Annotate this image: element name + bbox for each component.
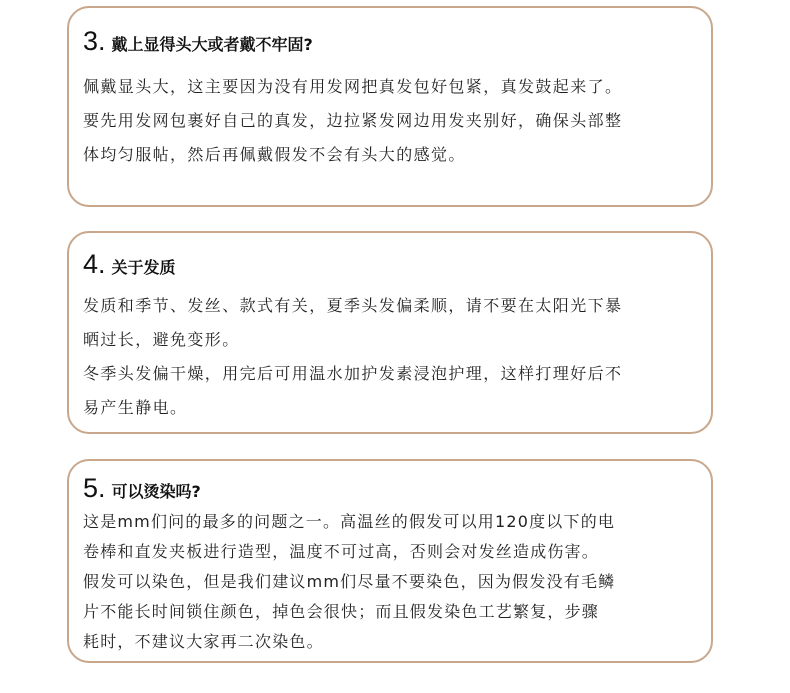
faq-answer (83, 289, 697, 425)
faq-answer-line: 冬季头发偏干燥，用完后可用温水加护发素浸泡护理，这样打理好后不 (83, 364, 623, 383)
faq-answer-line: 体均匀服帖，然后再佩戴假发不会有头大的感觉。 (83, 145, 466, 164)
faq-answer-line: 要先用发网包裹好自己的真发，边拉紧发网边用发夹别好，确保头部整 (83, 111, 623, 130)
faq-heading (83, 473, 697, 507)
faq-card-perm-dye (67, 459, 713, 663)
faq-answer-line: 晒过长，避免变形。 (83, 330, 240, 349)
faq-heading (83, 26, 697, 60)
faq-answer-line: 片不能长时间锁住颜色，掉色会很快；而且假发染色工艺繁复，步骤 (83, 602, 600, 621)
faq-heading (83, 249, 697, 283)
faq-answer (83, 70, 697, 172)
faq-card-head-size (67, 6, 713, 207)
faq-number: 4. (83, 249, 106, 279)
faq-answer-line: 这是mm们问的最多的问题之一。高温丝的假发可以用120度以下的电 (83, 512, 616, 531)
faq-number: 5. (83, 473, 106, 503)
faq-answer-line: 发质和季节、发丝、款式有关，夏季头发偏柔顺，请不要在太阳光下暴 (83, 296, 623, 315)
faq-answer-line: 佩戴显头大，这主要因为没有用发网把真发包好包紧，真发鼓起来了。 (83, 77, 623, 96)
faq-answer-line: 卷棒和直发夹板进行造型，温度不可过高，否则会对发丝造成伤害。 (83, 542, 600, 561)
faq-answer-line: 耗时，不建议大家再二次染色。 (83, 632, 324, 651)
faq-card-hair-quality (67, 231, 713, 434)
faq-title: 关于发质 (111, 258, 176, 277)
faq-title: 可以烫染吗? (111, 482, 201, 501)
faq-title: 戴上显得头大或者戴不牢固? (111, 35, 313, 54)
faq-answer-line: 假发可以染色，但是我们建议mm们尽量不要染色，因为假发没有毛鳞 (83, 572, 616, 591)
faq-number: 3. (83, 26, 106, 56)
faq-answer (83, 507, 697, 657)
faq-answer-line: 易产生静电。 (83, 398, 188, 417)
